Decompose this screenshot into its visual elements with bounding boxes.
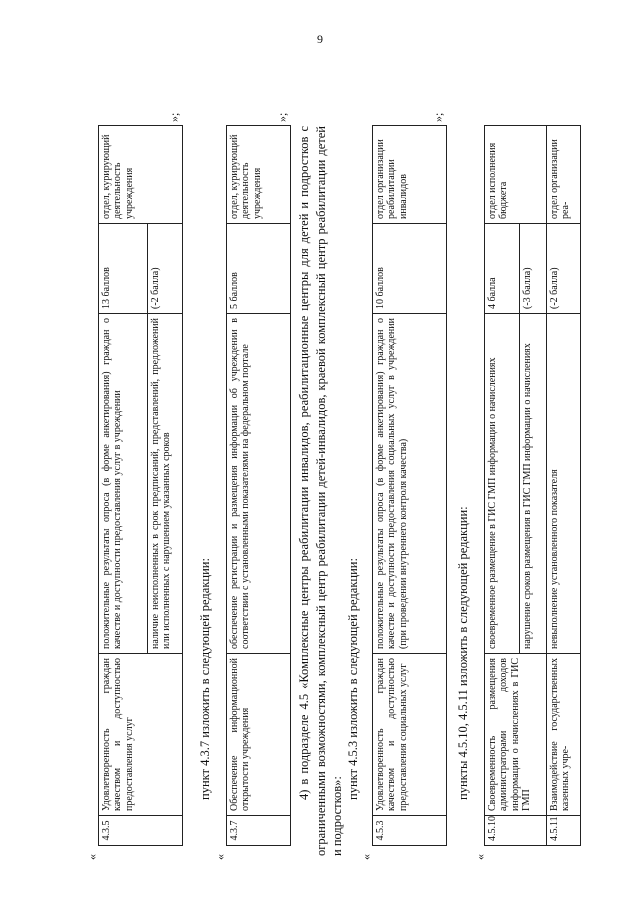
indicator-name: Своевременность размещения администраторами доходов информации о начислениях в ГИС ГМП: [485, 654, 547, 816]
responsible-dept: отдел исполнения бюджета: [485, 126, 547, 224]
table-4-5-10: [484, 125, 581, 846]
criterion-2: нарушение сроков размещения в ГИС ГМП информации о начислениях: [519, 314, 535, 653]
row-number: 4.3.5: [99, 816, 183, 846]
paragraph-4-5-10-intro: пункты 4.5.10, 4.5.11 изложить в следующей редакции:: [456, 506, 470, 800]
paragraph-4-3-7-intro: пункт 4.3.7 изложить в следующей редакции:: [198, 558, 212, 800]
row-number: 4.5.10: [485, 816, 547, 846]
criterion-1: положительные результаты опроса (в форме анкетирования) граждан о качестве и доступности предоставления услуг в учреждении: [101, 318, 124, 649]
row-number: 4.5.11: [547, 816, 581, 846]
indicator-name: Обеспечение информационной открытости учреждения: [227, 654, 291, 816]
indicator-name: Взаимодействие государственных казенных учре-: [547, 654, 581, 816]
score-2: (-3 балла): [519, 224, 535, 313]
open-quote: «: [359, 854, 373, 860]
criterion-2: наличие неисполненных в срок предписаний, представлений, предложений или исполненных с нарушением указанных сроков: [147, 314, 175, 653]
paragraph-4: 4) в подразделе 4.5 «Комплексные центры реабилитации инвалидов, реабилитационные центры для детей и подростков с ограниченными возможностями, комплексный центр реабилитации детей-инвалидов, краевой комплексный центр реабилитации детей и подростков»:: [297, 126, 344, 856]
close-quote-semicolon: »;: [167, 112, 181, 122]
close-quote-semicolon: »;: [275, 112, 289, 122]
open-quote: «: [85, 854, 99, 860]
criterion: невыполнение установленного показателя: [547, 314, 581, 654]
row-number: 4.3.7: [227, 816, 291, 846]
criterion: обеспечение регистрации и размещения информации об учреждении в соответствии с установленными показателями на федеральном портале: [227, 314, 291, 654]
responsible-dept: отдел, курирующий деятельность учреждения: [99, 126, 183, 224]
indicator-name: Удовлетворенность граждан качеством и доступностью предоставления услуг: [99, 654, 183, 816]
score-1: 4 балла: [487, 277, 498, 309]
score: (-2 балла): [547, 224, 581, 314]
close-quote-semicolon: »;: [431, 112, 445, 122]
responsible-dept: отдел организации реабилитации инвалидов: [373, 126, 447, 224]
criteria-cell: [485, 314, 547, 654]
row-number: 4.5.3: [373, 816, 447, 846]
page-number: 9: [317, 32, 323, 46]
indicator-name: Удовлетворенность граждан качеством и доступностью предоставления социальных услуг: [373, 654, 447, 816]
responsible-dept: отдел, курирующий деятельность учреждения: [227, 126, 291, 224]
score-1: 13 баллов: [101, 267, 112, 309]
rotated-page-content: [80, 48, 572, 860]
score-cell: [99, 224, 183, 314]
responsible-dept: отдел организации реа-: [547, 126, 581, 224]
criteria-cell: [99, 314, 183, 654]
table-4-3-5: [98, 125, 183, 846]
paragraph-4-5-3-intro: пункт 4.5.3 изложить в следующей редакции:: [346, 558, 360, 800]
table-4-3-7: [226, 125, 291, 846]
score-cell: [485, 224, 547, 314]
open-quote: «: [473, 854, 487, 860]
criterion-1: своевременное размещение в ГИС ГМП информации о начислениях: [487, 357, 498, 649]
open-quote: «: [213, 854, 227, 860]
score-2: (-2 балла): [147, 224, 163, 313]
criterion: положительные результаты опроса (в форме анкетирования) граждан о качестве и доступности предоставления социальных услуг в учреждении (при проведении внутреннего контроля качества): [373, 314, 447, 654]
score: 5 баллов: [227, 224, 291, 314]
score: 10 баллов: [373, 224, 447, 314]
table-4-5-3: [372, 125, 447, 846]
